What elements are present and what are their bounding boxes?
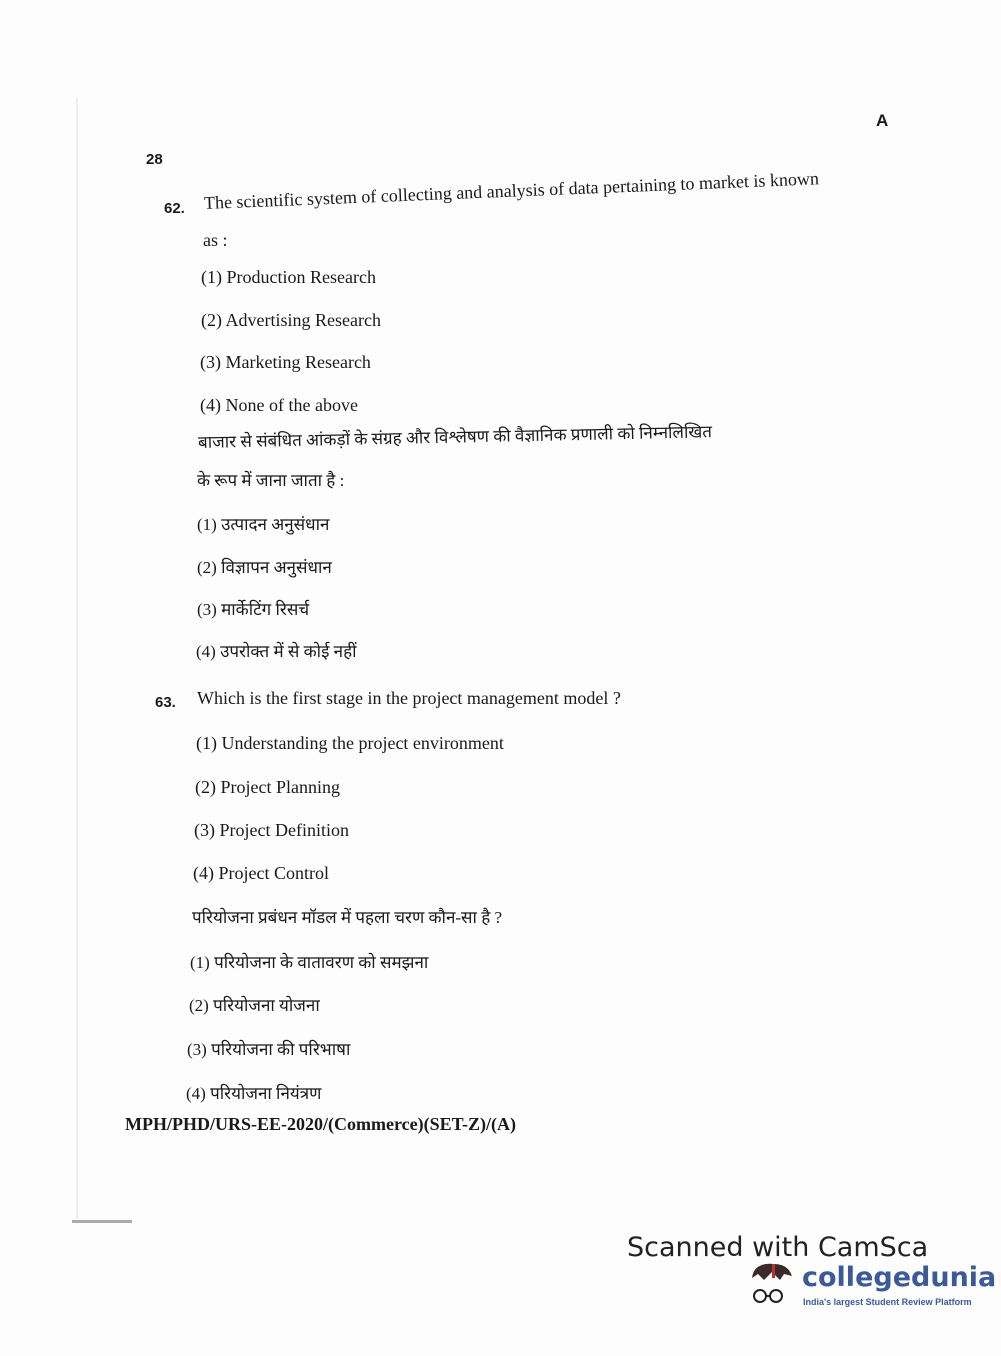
question-number: 63. bbox=[155, 694, 176, 711]
option-hi: (3) परियोजना की परिभाषा bbox=[187, 1040, 351, 1059]
option-hi: (1) उत्पादन अनुसंधान bbox=[197, 515, 330, 534]
question-text-en-cont: as : bbox=[203, 230, 228, 250]
question-text-hi-cont: के रूप में जाना जाता है : bbox=[197, 471, 345, 490]
option-en: (3) Project Definition bbox=[194, 820, 349, 840]
scan-margin-line bbox=[76, 98, 78, 1218]
set-letter: A bbox=[876, 111, 889, 130]
camscanner-watermark: Scanned with CamSca bbox=[627, 1232, 929, 1263]
collegedunia-logo: collegedunia bbox=[802, 1262, 997, 1293]
option-en: (2) Project Planning bbox=[195, 777, 340, 797]
question-number: 62. bbox=[164, 200, 185, 217]
collegedunia-tagline: India's largest Student Review Platform bbox=[803, 1297, 972, 1307]
question-text-hi: बाजार से संबंधित आंकड़ों के संग्रह और विश्लेषण की वैज्ञानिक प्रणाली को निम्नलिखित bbox=[197, 422, 713, 452]
option-hi: (4) परियोजना नियंत्रण bbox=[186, 1084, 322, 1103]
scan-edge-line bbox=[72, 1220, 132, 1223]
option-hi: (4) उपरोक्त में से कोई नहीं bbox=[196, 642, 357, 661]
collegedunia-mascot-icon bbox=[744, 1258, 800, 1310]
option-en: (4) None of the above bbox=[200, 395, 358, 415]
option-en: (2) Advertising Research bbox=[201, 310, 381, 330]
option-en: (3) Marketing Research bbox=[200, 352, 371, 372]
option-hi: (3) मार्केटिंग रिसर्च bbox=[197, 600, 310, 619]
option-hi: (2) परियोजना योजना bbox=[189, 996, 320, 1015]
option-en: (4) Project Control bbox=[193, 863, 329, 883]
question-text-hi: परियोजना प्रबंधन मॉडल में पहला चरण कौन-सा है ? bbox=[192, 908, 503, 927]
question-text-en: Which is the first stage in the project management model ? bbox=[197, 688, 621, 708]
footer-code: MPH/PHD/URS-EE-2020/(Commerce)(SET-Z)/(A) bbox=[125, 1114, 516, 1134]
option-en: (1) Understanding the project environment bbox=[196, 733, 504, 753]
page-number: 28 bbox=[146, 151, 163, 168]
option-hi: (2) विज्ञापन अनुसंधान bbox=[197, 558, 332, 577]
option-en: (1) Production Research bbox=[201, 267, 376, 287]
option-hi: (1) परियोजना के वातावरण को समझना bbox=[190, 953, 429, 972]
question-text-en: The scientific system of collecting and analysis of data pertaining to market is known bbox=[203, 168, 820, 213]
